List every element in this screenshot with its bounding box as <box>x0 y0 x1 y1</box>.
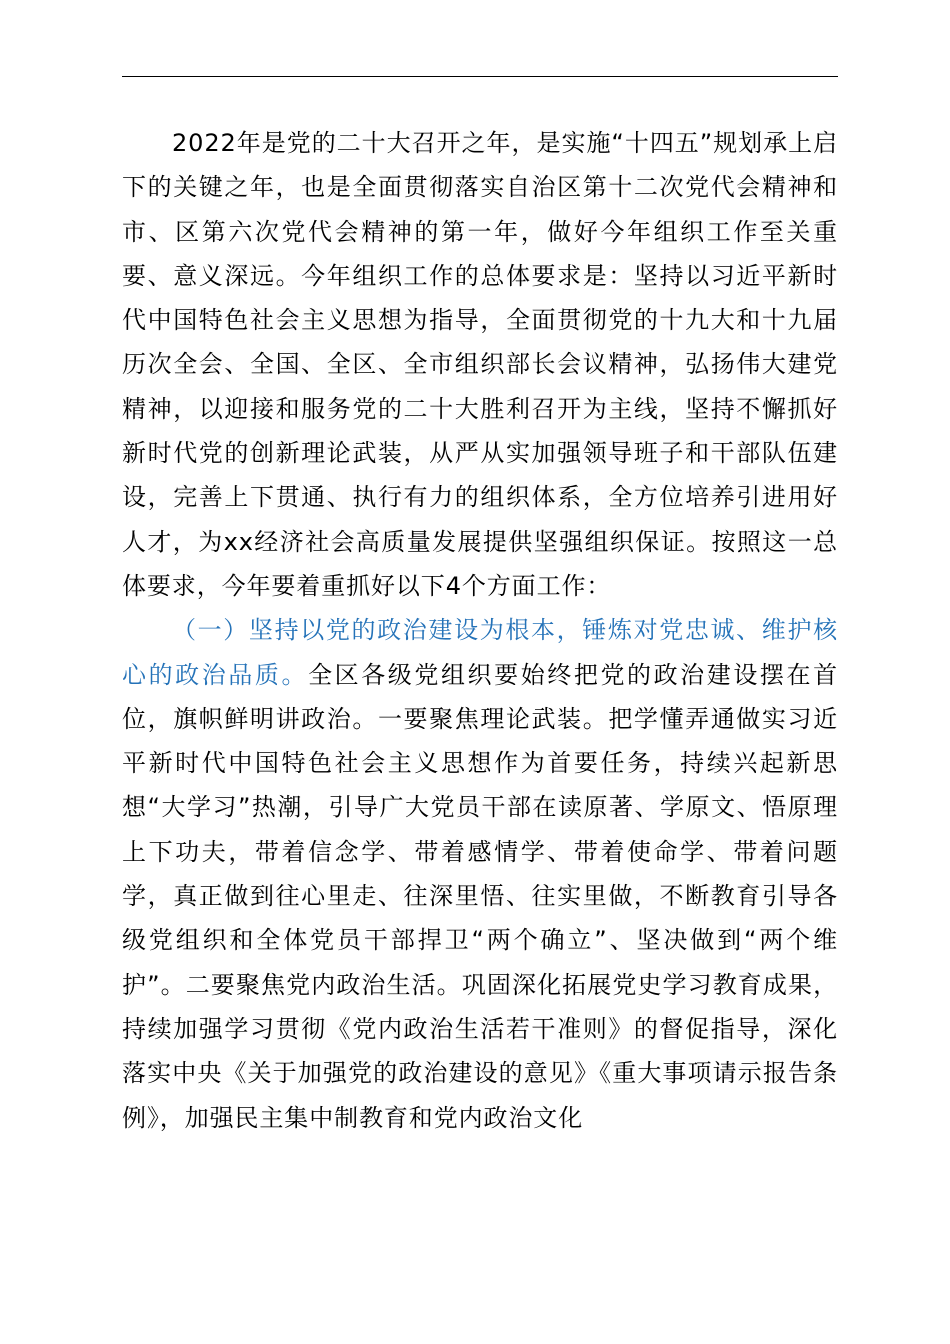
section-one-body: 全区各级党组织要始终把党的政治建设摆在首位，旗帜鲜明讲政治。一要聚焦理论武装。把学懂弄通做实习近平新时代中国特色社会主义思想作为首要任务，持续兴起新思想“大学习”热潮，引导广大党员干部在读原著、学原文、悟原理上下功夫，带着信念学、带着感情学、带着使命学、带着问题学，真正做到往心里走、往深里悟、往实里做，不断教育引导各级党组织和全体党员干部捍卫“两个确立”、坚决做到“两个维护”。二要聚焦党内政治生活。巩固深化拓展党史学习教育成果，持续加强学习贯彻《党内政治生活若干准则》的督促指导，深化落实中央《关于加强党的政治建设的意见》《重大事项请示报告条例》，加强民主集中制教育和党内政治文化 <box>122 660 838 1132</box>
paragraph-intro-text: 2022年是党的二十大召开之年，是实施“十四五”规划承上启下的关键之年，也是全面贯彻落实自治区第十二次党代会精神和市、区第六次党代会精神的第一年，做好今年组织工作至关重要、意义深远。今年组织工作的总体要求是：坚持以习近平新时代中国特色社会主义思想为指导，全面贯彻党的十九大和十九届历次全会、全国、全区、全市组织部长会议精神，弘扬伟大建党精神，以迎接和服务党的二十大胜利召开为主线，坚持不懈抓好新时代党的创新理论武装，从严从实加强领导班子和干部队伍建设，完善上下贯通、执行有力的组织体系，全方位培养引进用好人才，为xx经济社会高质量发展提供坚强组织保证。按照这一总体要求，今年要着重抓好以下4个方面工作： <box>122 129 838 600</box>
paragraph-section-one <box>122 608 838 1140</box>
document-body <box>122 121 838 1140</box>
section-one-heading: （一）坚持以党的政治建设为根本，锤炼对党忠诚、维护核心的政治品质。 <box>122 616 838 689</box>
paragraph-intro <box>122 121 838 608</box>
header-rule <box>122 76 838 77</box>
